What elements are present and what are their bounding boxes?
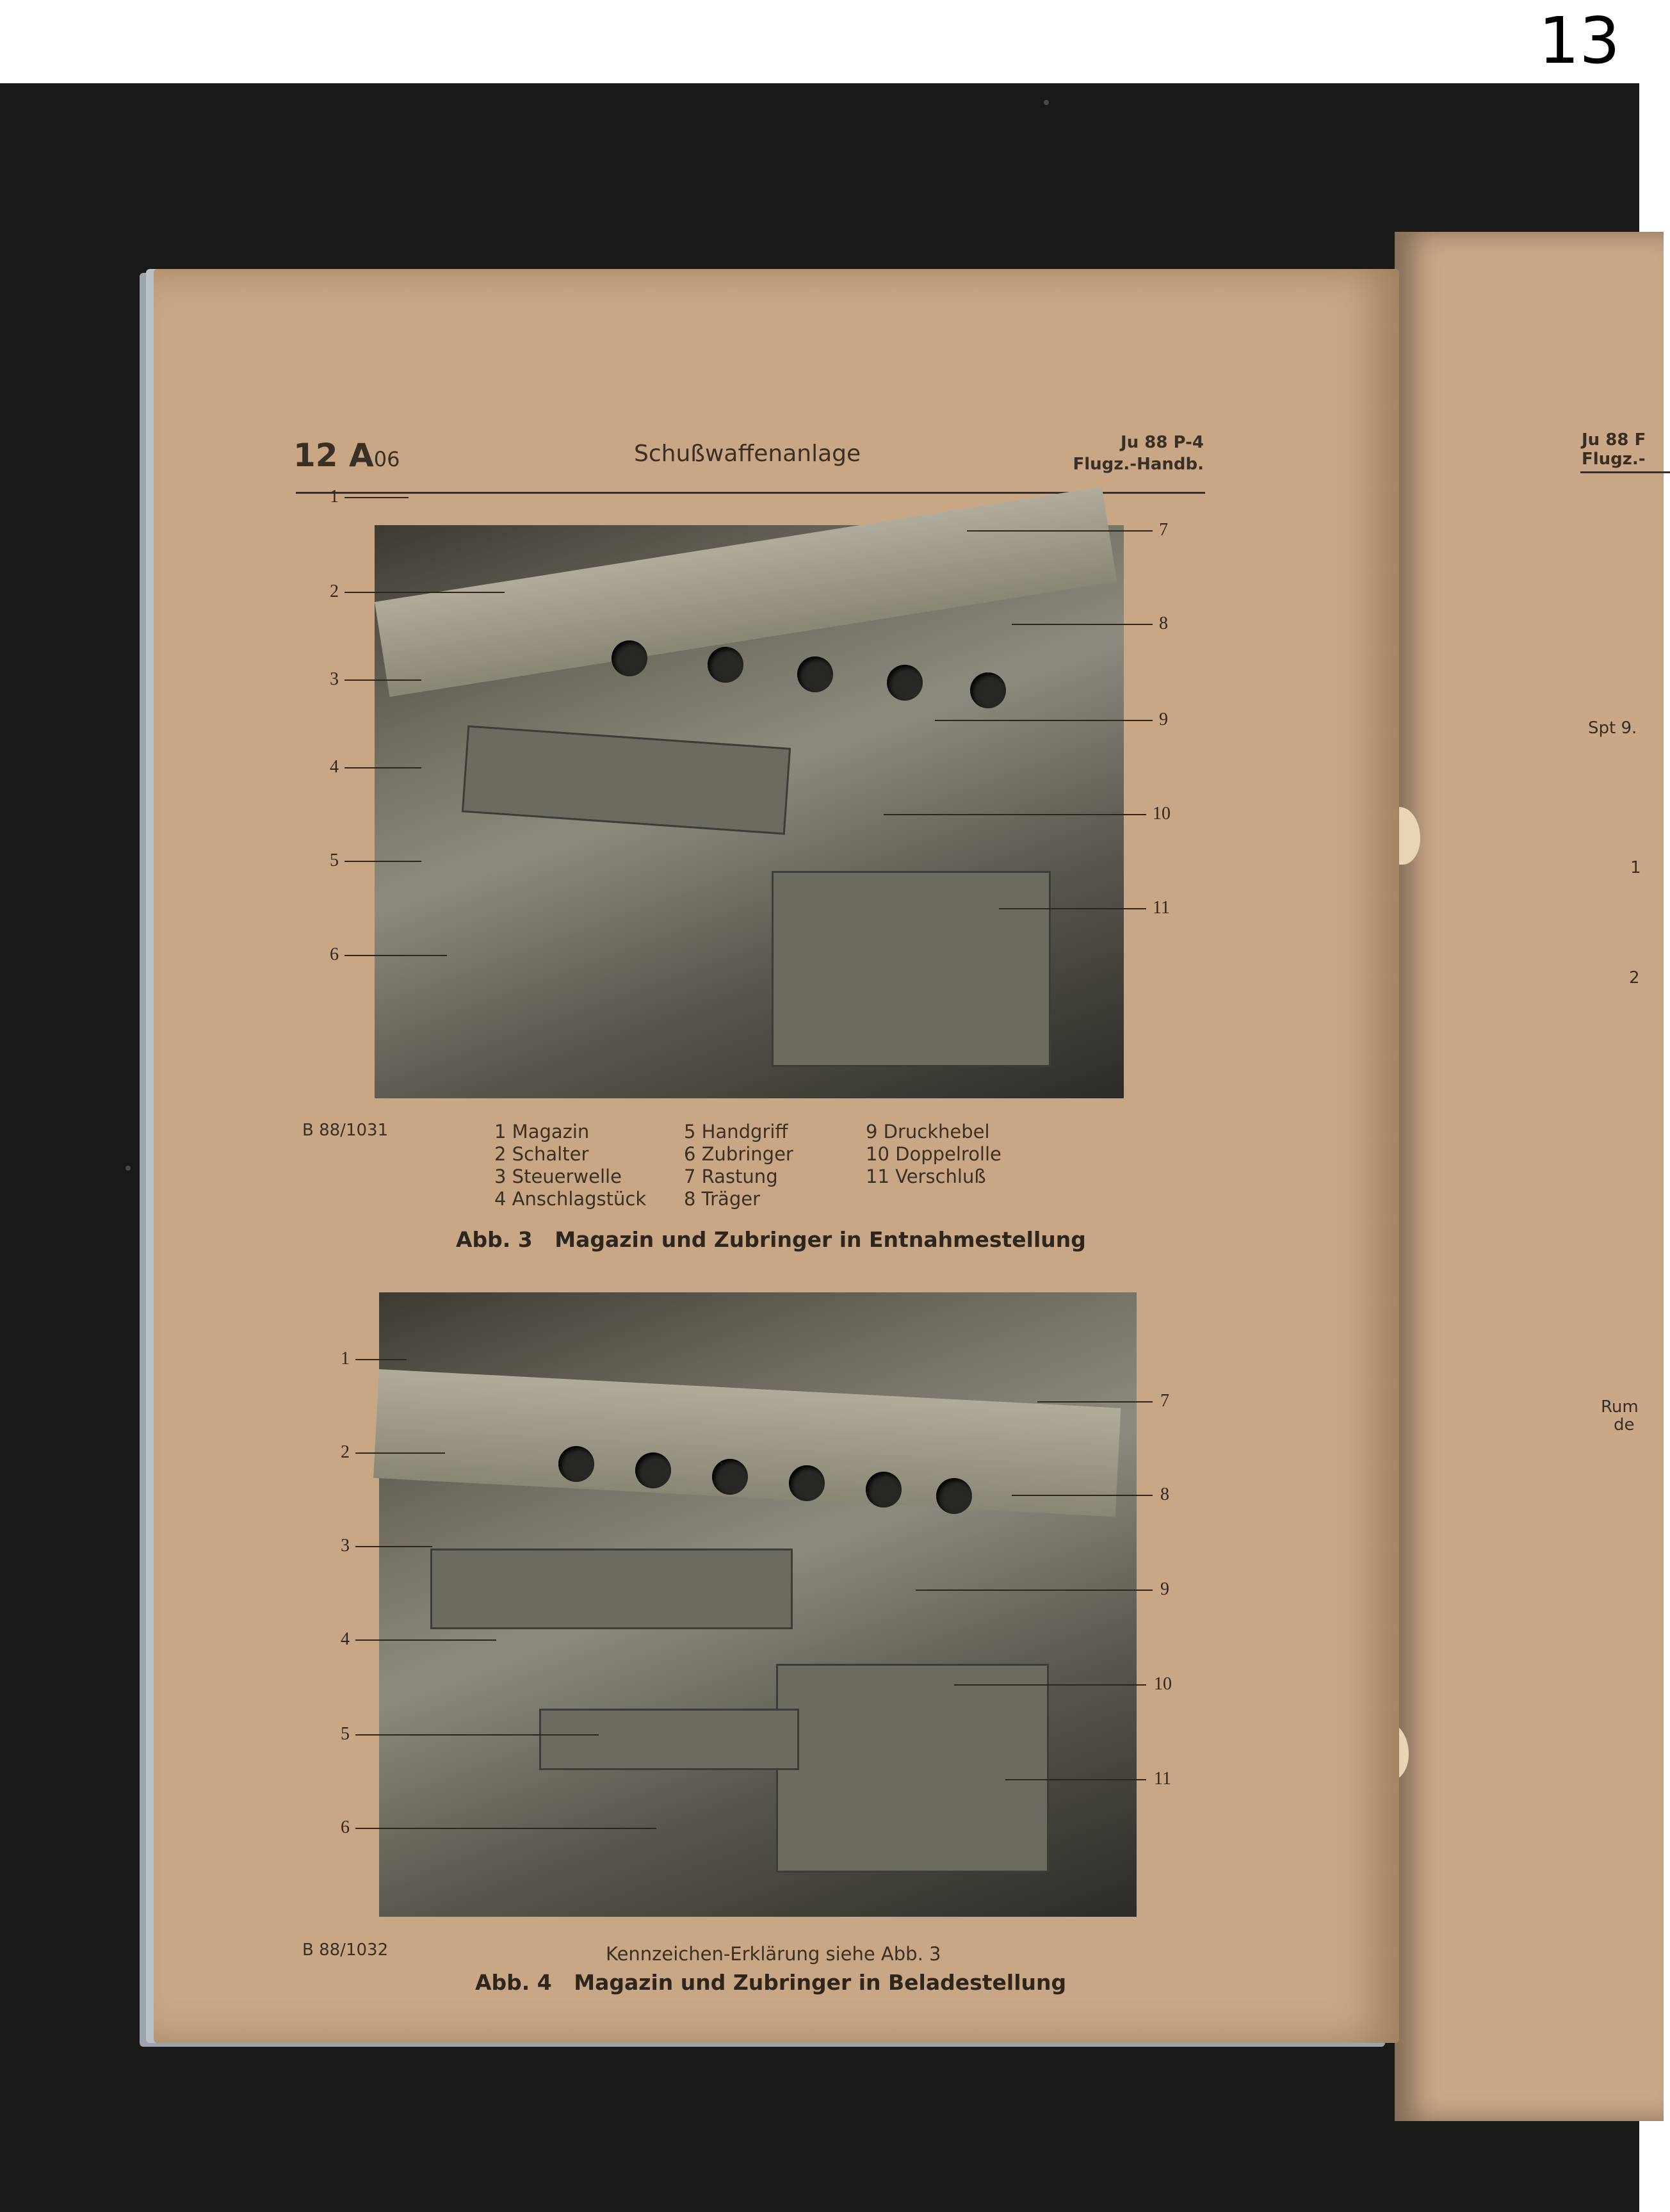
lightening-hole (970, 672, 1006, 708)
leader-line (345, 767, 421, 769)
facing-page-fragment: 1 (1630, 858, 1641, 877)
leader-line (935, 720, 1153, 721)
lightening-hole (936, 1478, 972, 1514)
leader-line (345, 497, 409, 498)
lightening-hole (635, 1452, 671, 1488)
leader-line (355, 1546, 432, 1547)
leader-line (355, 1828, 656, 1829)
callout-6: 6 (330, 945, 339, 964)
leader-line (355, 1734, 599, 1736)
page-title: Schußwaffenanlage (634, 441, 861, 467)
figure4-caption: Abb. 4 Magazin und Zubringer in Beladestellung (475, 1970, 1067, 1995)
manual-page (154, 269, 1399, 2043)
figure4-code: B 88/1032 (302, 1940, 389, 1960)
leader-line (1012, 624, 1153, 625)
leader-line (345, 955, 447, 956)
callout-3: 3 (341, 1536, 350, 1556)
facing-page-fragment: 2 (1629, 968, 1640, 988)
figure3-legend-column-1: 1 Magazin 2 Schalter 3 Steuerwelle 4 Anschlagstück (494, 1121, 647, 1210)
breech-housing (776, 1664, 1049, 1873)
leader-line (345, 592, 505, 593)
lightening-hole (789, 1465, 825, 1501)
callout-10: 10 (1154, 1674, 1172, 1694)
magazine-assembly (462, 726, 791, 835)
callout-4: 4 (330, 757, 339, 777)
figure3-legend-column-3: 9 Druckhebel 10 Doppelrolle 11 Verschluß (866, 1121, 1001, 1187)
facing-page-rule (1580, 471, 1670, 473)
page-number: 13 (1538, 3, 1620, 78)
figure3-legend-column-2: 5 Handgriff 6 Zubringer 7 Rastung 8 Träger (684, 1121, 793, 1210)
callout-11: 11 (1153, 898, 1170, 918)
scanned-spread (0, 83, 1646, 2212)
callout-7: 7 (1160, 1391, 1169, 1411)
facing-page-fragment: de (1614, 1415, 1635, 1435)
callout-2: 2 (330, 581, 339, 601)
callout-8: 8 (1159, 614, 1168, 633)
leader-line (916, 1590, 1153, 1591)
callout-10: 10 (1153, 804, 1171, 824)
facing-page (1395, 232, 1664, 2121)
figure4-legend-note: Kennzeichen-Erklärung siehe Abb. 3 (606, 1943, 941, 1965)
lightening-hole (712, 1459, 748, 1495)
lightening-hole (558, 1446, 594, 1482)
leader-line (1037, 1401, 1153, 1403)
lightening-hole (866, 1472, 902, 1508)
feeder-assembly (539, 1709, 799, 1770)
callout-3: 3 (330, 669, 339, 689)
callout-1: 1 (341, 1349, 350, 1369)
leader-line (345, 679, 421, 681)
lightening-hole (612, 640, 647, 676)
figure4-photo (379, 1292, 1137, 1917)
callout-9: 9 (1160, 1579, 1169, 1599)
dust-speck (1044, 100, 1049, 105)
leader-line (1005, 1779, 1146, 1780)
dust-speck (126, 1166, 131, 1171)
callout-2: 2 (341, 1442, 350, 1462)
leader-line (355, 1452, 445, 1454)
figure3-code: B 88/1031 (302, 1121, 389, 1140)
handbook-name: Flugz.-Handb. (1073, 455, 1204, 474)
lightening-hole (708, 647, 743, 683)
aircraft-type: Ju 88 P-4 (1121, 433, 1204, 452)
callout-7: 7 (1159, 520, 1168, 540)
leader-line (967, 530, 1153, 532)
leader-line (999, 908, 1146, 909)
facing-page-fragment: Rum (1601, 1397, 1639, 1417)
callout-4: 4 (341, 1629, 350, 1649)
carrier-beam (373, 1369, 1121, 1517)
leader-line (954, 1684, 1146, 1686)
lightening-hole (797, 656, 833, 692)
leader-line (884, 814, 1146, 815)
callout-5: 5 (341, 1724, 350, 1744)
leader-line (355, 1639, 496, 1641)
leader-line (345, 861, 421, 862)
breech-housing (772, 871, 1051, 1067)
callout-8: 8 (1160, 1484, 1169, 1504)
leader-line (1012, 1495, 1153, 1496)
leader-line (355, 1359, 407, 1360)
figure3-caption: Abb. 3 Magazin und Zubringer in Entnahmestellung (456, 1227, 1086, 1252)
callout-1: 1 (330, 487, 339, 507)
callout-5: 5 (330, 850, 339, 870)
magazine-assembly (430, 1549, 793, 1629)
callout-6: 6 (341, 1818, 350, 1837)
figure3-photo (375, 525, 1124, 1098)
section-number: 12 A06 (293, 437, 400, 474)
callout-9: 9 (1159, 710, 1168, 729)
callout-11: 11 (1154, 1769, 1171, 1789)
facing-page-fragment: Spt 9. (1588, 719, 1637, 738)
lightening-hole (887, 665, 923, 701)
facing-page-header-2: Flugz.- (1582, 450, 1646, 469)
facing-page-header-1: Ju 88 F (1582, 430, 1646, 450)
